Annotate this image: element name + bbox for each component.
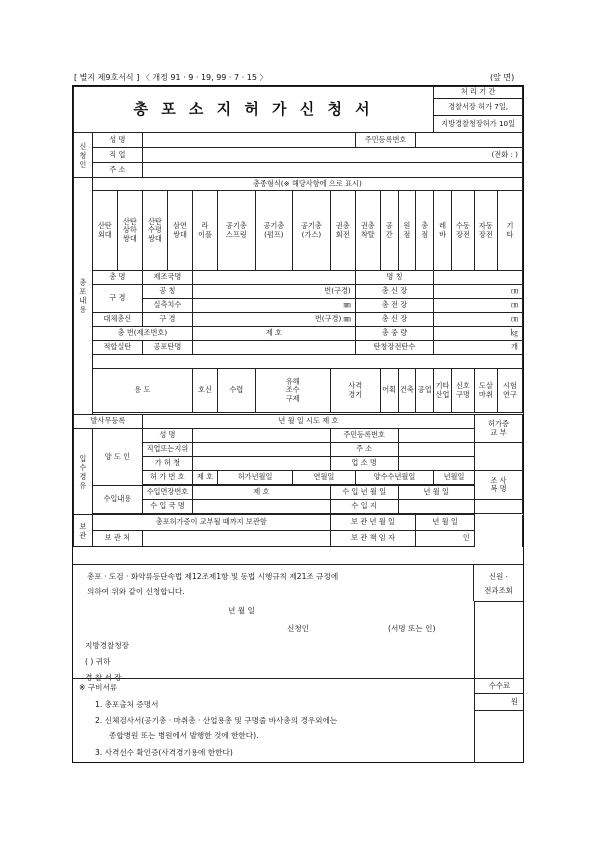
magazine-label: 탄창장전탄수 <box>355 341 433 355</box>
document-item-1: 1. 총포출처 증명서 <box>95 700 159 709</box>
gun-type-header: 총종형식(※ 해당사항에 으로 표시) <box>92 178 522 191</box>
serial-field[interactable]: 제 호 <box>192 327 355 341</box>
processing-period-label: 처 리 기 간 <box>434 87 523 99</box>
transferor-rrn-label: 주민등록번호 <box>330 429 398 443</box>
storage-note: 총포허가증이 교부될 때까지 보관함 <box>92 515 330 531</box>
gun-name-label: 총 명 <box>92 271 142 285</box>
serial-label: 총 번(제조번호) <box>92 327 192 341</box>
spare-gauge-label: 구 경 <box>142 313 192 327</box>
usage-option-4[interactable]: 사격 경기 <box>330 369 380 413</box>
gun-model-field[interactable] <box>434 271 523 285</box>
gun-type-7[interactable]: 공기총 (펌프) <box>255 191 293 271</box>
statement-block <box>73 564 523 682</box>
applicant-address-field[interactable] <box>142 163 522 178</box>
transferor-rrn-field[interactable] <box>398 429 474 443</box>
permit-issue-label: 허가증 교 부 <box>474 415 522 443</box>
dispatch-label: 발사무등록 <box>74 415 143 429</box>
permit-issue-field[interactable] <box>474 443 522 471</box>
form-title: 총 포 소 지 허 가 신 청 서 <box>74 87 434 133</box>
dispatch-field[interactable]: 년 월 일 시도 제 호 <box>142 415 474 429</box>
actual-size-label: 실측치수 <box>142 299 192 313</box>
statement-text-1: 총포 · 도검 · 화약류등단속법 제12조제1항 및 동법 시행규칙 제21조 규정에 <box>87 572 339 581</box>
transfer-date-label: 양수수년월일 <box>355 471 433 485</box>
applicant-job-label: 직 업 <box>92 148 142 163</box>
identity-check-label: 신원 · 전과조회 <box>474 565 523 602</box>
gun-type-17[interactable]: 기 타 <box>497 191 522 271</box>
gun-section-label: 총 포 내 용 <box>74 178 93 415</box>
usage-option-5[interactable]: 어획 <box>380 369 398 413</box>
applicant-rrn-field[interactable] <box>416 133 523 148</box>
gun-type-4[interactable]: 삼연 쌍대 <box>167 191 192 271</box>
gun-type-11[interactable]: 공 간 <box>380 191 398 271</box>
form-table <box>73 86 523 547</box>
business-name-field[interactable] <box>398 457 474 471</box>
weight-label: 총 중 량 <box>355 327 433 341</box>
import-country-field[interactable] <box>192 500 330 514</box>
transferor-address-label: 주 소 <box>330 443 398 457</box>
storage-place-field[interactable] <box>142 531 330 547</box>
transferor-position-label: 직업또는지위 <box>142 443 192 457</box>
transferor-label: 양 도 인 <box>92 429 142 486</box>
business-name-label: 업 소 명 <box>330 457 398 471</box>
processing-period-provincial: 지방경찰청장허가 10일 <box>434 116 523 133</box>
gun-type-10[interactable]: 권총 착탈 <box>355 191 380 271</box>
gauge-label: 구 경 <box>92 285 142 313</box>
usage-option-1[interactable]: 호신 <box>192 369 217 413</box>
gun-type-12[interactable]: 원 점 <box>398 191 416 271</box>
addressee-region: ( ) 귀하 <box>85 657 111 666</box>
gun-type-14[interactable]: 레 바 <box>434 191 452 271</box>
statement-sign: (서명 또는 인) <box>388 624 436 633</box>
usage-option-3[interactable]: 유해 조수 구제 <box>255 369 330 413</box>
usage-spacer <box>92 355 522 369</box>
gun-type-2[interactable]: 산탄 상하 쌍대 <box>117 191 142 271</box>
gun-type-1[interactable]: 산탄 외대 <box>92 191 117 271</box>
barrel-length-label: 총 신 장 <box>355 285 433 299</box>
transferor-name-label: 성 명 <box>142 429 192 443</box>
applicant-name-field[interactable] <box>142 133 355 148</box>
bullet-label: 적합실탄 <box>92 341 142 355</box>
transferor-position-field[interactable] <box>192 443 330 457</box>
import-permit-label: 수입면장번호 <box>142 486 192 500</box>
storage-place-label: 보 관 처 <box>92 531 142 547</box>
permit-number-field[interactable]: 제 호 <box>192 471 217 485</box>
actual-size-field[interactable]: ㎜ <box>192 299 355 313</box>
front-side-label: (앞 면) <box>490 73 515 82</box>
permit-date-label: 허가년월일 <box>218 471 293 485</box>
gun-type-5[interactable]: 라 이플 <box>192 191 217 271</box>
total-length-label: 총 전 장 <box>355 299 433 313</box>
form-number: [ 별지 제9호서식 ] 〈 개정 91 · 9 · 19, 99 · 7 · 15 〉 <box>74 73 268 82</box>
investigation-label: 조 사 복 명 <box>474 471 522 500</box>
weight-field[interactable]: ㎏ <box>434 327 523 341</box>
application-form <box>72 85 524 763</box>
fee-field[interactable]: 원 <box>475 694 524 711</box>
usage-option-2[interactable]: 수렵 <box>218 369 256 413</box>
storage-section-label: 보 관 <box>74 515 93 547</box>
addressee-police: 경 찰 서 장 <box>85 673 122 682</box>
usage-option-9[interactable]: 신호 구명 <box>451 369 474 413</box>
applicant-phone-field[interactable]: (전화 : ) <box>142 148 522 163</box>
fee-label: 수수료 <box>475 679 524 694</box>
nominal-label: 공 칭 <box>142 285 192 299</box>
magazine-field[interactable]: 개 <box>434 341 523 355</box>
usage-option-11[interactable]: 시험 연구 <box>497 369 522 413</box>
barrel-length-field[interactable]: ㎝ <box>434 285 523 299</box>
usage-label: 용 도 <box>92 369 192 413</box>
import-date-label: 수 입 년 월 일 <box>330 486 398 500</box>
gun-type-8[interactable]: 공기총 (가스) <box>293 191 331 271</box>
statement-date: 년 월 일 <box>228 606 255 615</box>
statement-text-2: 의하여 위와 같이 신청합니다. <box>87 587 185 596</box>
permit-number-label: 허 가 번 호 <box>142 471 192 485</box>
applicant-address-label: 주 소 <box>92 163 142 178</box>
gun-model-label: 명 칭 <box>355 271 433 285</box>
transfer-date-field[interactable]: 년월일 <box>434 471 475 485</box>
statement-applicant-label: 신청인 <box>287 624 310 633</box>
storage-keeper-label: 보 관 책 임 자 <box>330 531 416 547</box>
document-item-2: 2. 신체검사서(공기총 · 마취총 · 산업용총 및 구명줄 바사총의 경우외에는 <box>95 716 338 725</box>
usage-option-6[interactable]: 건축 <box>398 369 416 413</box>
spare-length-field[interactable]: ㎝ <box>434 313 523 327</box>
gun-type-6[interactable]: 공기총 스프링 <box>218 191 256 271</box>
usage-option-10[interactable]: 도살 마취 <box>474 369 497 413</box>
applicant-name-label: 성 명 <box>92 133 142 148</box>
nominal-field[interactable]: 번(구경) <box>192 285 355 299</box>
maker-country-label: 제조국명 <box>142 271 192 285</box>
bullet-name-field[interactable] <box>192 341 355 355</box>
gun-type-row <box>74 191 523 271</box>
spare-barrel-label: 대체총신 <box>92 313 142 327</box>
storage-keeper-field[interactable]: 인 <box>416 531 475 547</box>
document-item-3: 3. 사격선수 확인증(사격경기용에 한한다) <box>95 748 233 757</box>
gun-type-3[interactable]: 산탄 수평 쌍대 <box>142 191 167 271</box>
addressee-provincial: 지방경찰청장 <box>85 641 130 650</box>
storage-date-field[interactable]: 년 월 일 <box>416 515 475 531</box>
contract-date-field[interactable]: 연월일 <box>293 471 356 485</box>
total-length-field[interactable]: ㎝ <box>434 299 523 313</box>
investigation-field[interactable] <box>474 500 522 514</box>
import-date-field[interactable]: 년 월 일 <box>398 486 474 500</box>
gun-type-16[interactable]: 자동 장전 <box>474 191 497 271</box>
documents-block <box>73 678 523 763</box>
usage-option-8[interactable]: 기타 산업 <box>434 369 452 413</box>
import-label: 수입내용 <box>92 486 142 514</box>
spare-length-label: 총 신 장 <box>355 313 433 327</box>
gun-type-13[interactable]: 총 점 <box>416 191 434 271</box>
maker-country-field[interactable] <box>192 271 355 285</box>
documents-header: ※ 구비서류 <box>79 683 118 692</box>
shop-field[interactable] <box>192 457 330 471</box>
applicant-section-label: 신 청 인 <box>74 133 93 178</box>
storage-date-label: 보 관 년 월 일 <box>330 515 416 531</box>
bullet-name-label: 공포탄명 <box>142 341 192 355</box>
import-place-field[interactable] <box>398 500 474 514</box>
gun-type-15[interactable]: 수동 장전 <box>451 191 474 271</box>
gun-type-9[interactable]: 권총 회전 <box>330 191 355 271</box>
identity-check-field[interactable] <box>474 602 524 679</box>
acquire-section-label: 입 수 경 유 <box>74 429 93 515</box>
document-item-2-cont: 종합병원 또는 병원에서 발행한 것에 한한다). <box>109 731 259 740</box>
import-permit-field[interactable]: 제 호 <box>192 486 330 500</box>
shop-label: 가 허 청 <box>142 457 192 471</box>
transferor-address-field[interactable] <box>398 443 474 457</box>
transferor-name-field[interactable] <box>192 429 330 443</box>
processing-period-police: 경찰서장 허가 7일, <box>434 99 523 116</box>
usage-option-7[interactable]: 공업 <box>416 369 434 413</box>
applicant-rrn-label: 주민등록번호 <box>355 133 416 148</box>
spare-gauge-field[interactable]: 번(구경) ㎜ <box>192 313 355 327</box>
import-place-label: 수 입 지 <box>330 500 398 514</box>
import-country-label: 수 입 국 명 <box>142 500 192 514</box>
